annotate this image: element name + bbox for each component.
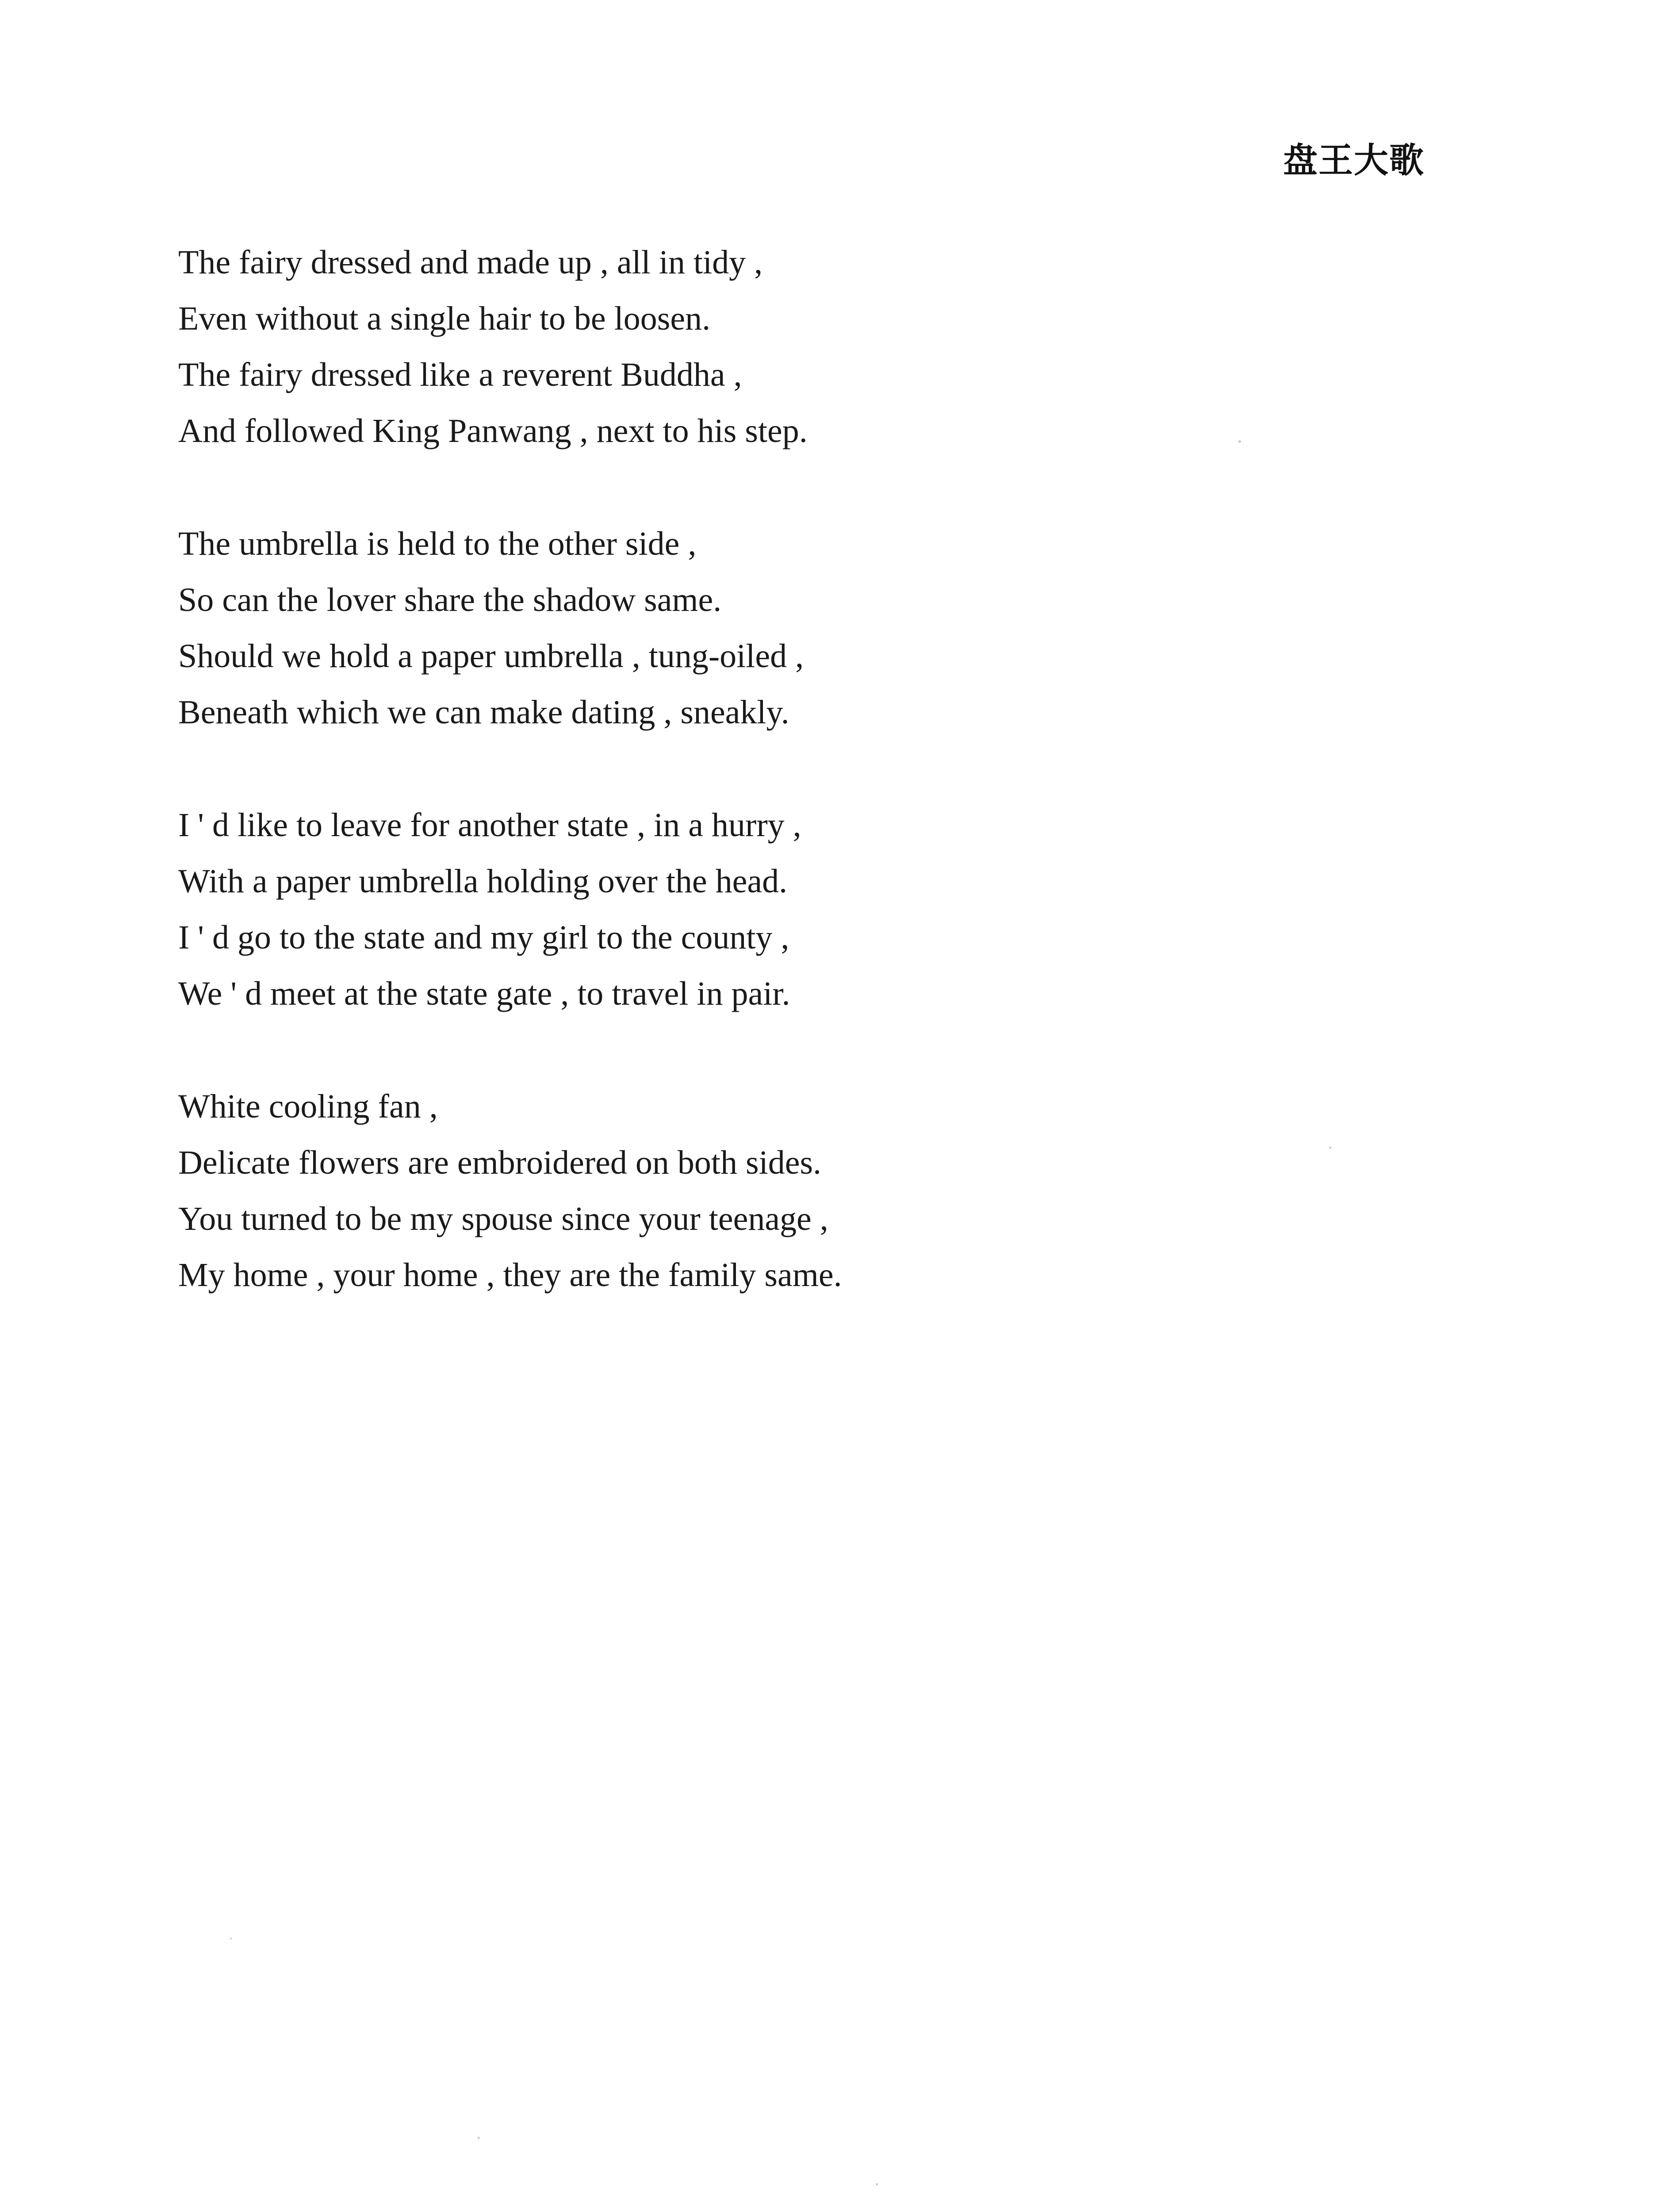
poem-line: And followed King Panwang , next to his step.: [178, 412, 808, 449]
poem-line: Should we hold a paper umbrella , tung-oiled ,: [178, 637, 804, 675]
poem-line: With a paper umbrella holding over the head.: [178, 863, 788, 900]
poem-line: We ' d meet at the state gate , to travel in pair.: [178, 975, 790, 1012]
scan-speck: [1238, 440, 1241, 443]
poem-line: I ' d like to leave for another state , in a hurry ,: [178, 806, 801, 844]
poem-line: White cooling fan ,: [178, 1088, 438, 1125]
scan-speck: [876, 2183, 878, 2185]
scan-speck: [1329, 1147, 1331, 1149]
stanza-1: [178, 234, 1240, 459]
poem-line: I ' d go to the state and my girl to the county ,: [178, 919, 789, 956]
stanza-2: [178, 516, 1240, 741]
poem-line: The fairy dressed like a reverent Buddha ,: [178, 356, 742, 393]
poem-line: The umbrella is held to the other side ,: [178, 525, 697, 562]
poem-line: Delicate flowers are embroidered on both sides.: [178, 1144, 822, 1181]
poem-line: My home , your home , they are the family same.: [178, 1256, 842, 1294]
stanza-4: [178, 1079, 1240, 1303]
poem-line: Even without a single hair to be loosen.: [178, 300, 711, 337]
poem-line: The fairy dressed and made up , all in tidy ,: [178, 244, 763, 281]
scan-speck: [478, 2137, 480, 2139]
scan-speck: [230, 1938, 232, 1939]
running-header-title: 盘王大歌: [1283, 141, 1425, 180]
poem-line: So can the lover share the shadow same.: [178, 581, 722, 618]
poem-line: You turned to be my spouse since your teenage ,: [178, 1200, 828, 1237]
poem-line: Beneath which we can make dating , sneakly.: [178, 694, 789, 731]
stanza-3: [178, 797, 1240, 1022]
poem-body: [178, 234, 1240, 1360]
